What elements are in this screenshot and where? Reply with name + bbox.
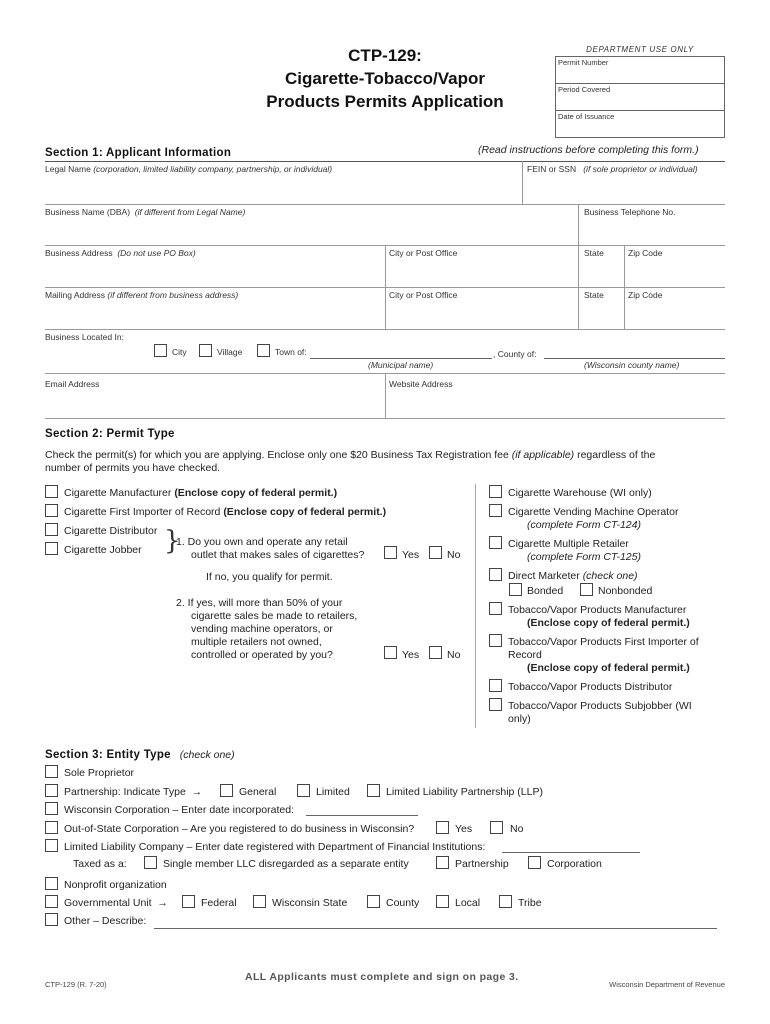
section3-title: Section 3: Entity Type bbox=[45, 749, 171, 761]
city-checkbox[interactable] bbox=[154, 344, 167, 357]
other-label: Other – Describe: bbox=[64, 915, 147, 927]
business-address-label: Business Address (Do not use PO Box) bbox=[45, 248, 196, 258]
taxed-as-label: Taxed as a: bbox=[73, 858, 127, 870]
cig-distributor-label: Cigarette Distributor bbox=[64, 525, 158, 537]
cig-manufacturer-label: Cigarette Manufacturer (Enclose copy of federal permit.) bbox=[64, 487, 338, 499]
nonbonded-label: Nonbonded bbox=[598, 585, 653, 597]
email-label: Email Address bbox=[45, 379, 100, 389]
mailing-city-label: City or Post Office bbox=[389, 290, 458, 300]
wi-corporation-label: Wisconsin Corporation – Enter date incorporated: bbox=[64, 804, 294, 816]
city-option-label: City bbox=[172, 347, 187, 357]
federal-checkbox[interactable] bbox=[182, 895, 195, 908]
mailing-zip-label: Zip Code bbox=[628, 290, 663, 300]
direct-marketer-label: Direct Marketer (check one) bbox=[508, 570, 638, 582]
footer-form-rev: CTP-129 (R. 7-20) bbox=[45, 980, 107, 989]
tv-subjobber-label-line2: only) bbox=[508, 713, 531, 725]
question2-line5: controlled or operated by you? bbox=[191, 649, 333, 661]
wi-state-label: Wisconsin State bbox=[272, 897, 348, 909]
tv-importer-label-line2: Record bbox=[508, 649, 542, 661]
tribe-label: Tribe bbox=[518, 897, 542, 909]
wi-state-checkbox[interactable] bbox=[253, 895, 266, 908]
section2-title: Section 2: Permit Type bbox=[45, 428, 175, 440]
fein-label: FEIN or SSN (if sole proprietor or individual) bbox=[527, 164, 698, 174]
section1-instructions: (Read instructions before completing this form.) bbox=[478, 144, 699, 156]
arrow-right-icon: → bbox=[191, 786, 203, 798]
municipal-name-field[interactable] bbox=[310, 358, 492, 359]
llc-checkbox[interactable] bbox=[45, 839, 58, 852]
cig-manufacturer-checkbox[interactable] bbox=[45, 485, 58, 498]
question2-line4: multiple retailers not owned, bbox=[191, 636, 322, 648]
q1-no-checkbox[interactable] bbox=[429, 546, 442, 559]
arrow-right-icon: → bbox=[157, 897, 168, 909]
oos-no-label: No bbox=[510, 823, 524, 835]
q1-yes-checkbox[interactable] bbox=[384, 546, 397, 559]
business-zip-label: Zip Code bbox=[628, 248, 663, 258]
business-state-label: State bbox=[584, 248, 604, 258]
general-partnership-checkbox[interactable] bbox=[220, 784, 233, 797]
llc-label: Limited Liability Company – Enter date registered with Department of Financial Institutions: bbox=[64, 841, 486, 853]
tv-importer-checkbox[interactable] bbox=[489, 634, 502, 647]
dept-use-title: DEPARTMENT USE ONLY bbox=[586, 45, 694, 54]
tv-importer-note: (Enclose copy of federal permit.) bbox=[527, 662, 690, 674]
cig-warehouse-label: Cigarette Warehouse (WI only) bbox=[508, 487, 652, 499]
cig-jobber-label: Cigarette Jobber bbox=[64, 544, 142, 556]
other-checkbox[interactable] bbox=[45, 913, 58, 926]
mailing-address-label: Mailing Address (if different from business address) bbox=[45, 290, 239, 300]
tax-partnership-checkbox[interactable] bbox=[436, 856, 449, 869]
website-field[interactable] bbox=[387, 391, 725, 417]
q2-no-label: No bbox=[447, 649, 461, 661]
local-checkbox[interactable] bbox=[436, 895, 449, 908]
business-zip-field[interactable] bbox=[626, 260, 725, 286]
q2-yes-label: Yes bbox=[402, 649, 420, 661]
cig-importer-label: Cigarette First Importer of Record (Enclose copy of federal permit.) bbox=[64, 506, 387, 518]
cig-vending-note: (complete Form CT-124) bbox=[527, 519, 641, 531]
cig-multiple-checkbox[interactable] bbox=[489, 536, 502, 549]
question1-line2: outlet that makes sales of cigarettes? bbox=[191, 549, 365, 561]
section3-check-one: (check one) bbox=[179, 749, 235, 761]
cig-warehouse-checkbox[interactable] bbox=[489, 485, 502, 498]
business-name-field[interactable] bbox=[45, 218, 575, 244]
gov-unit-label: Governmental Unit → bbox=[64, 897, 168, 909]
business-phone-label: Business Telephone No. bbox=[584, 207, 676, 217]
single-member-llc-label: Single member LLC disregarded as a separate entity bbox=[163, 858, 409, 870]
brace-icon: } bbox=[164, 526, 181, 556]
municipal-name-caption: (Municipal name) bbox=[368, 360, 434, 370]
form-id: CTP-129: bbox=[348, 46, 422, 65]
business-city-field[interactable] bbox=[387, 260, 575, 286]
q1-no-label: No bbox=[447, 549, 461, 561]
business-phone-field[interactable] bbox=[580, 218, 725, 244]
cig-multiple-label: Cigarette Multiple Retailer bbox=[508, 538, 629, 550]
other-describe-field[interactable] bbox=[154, 928, 717, 929]
q2-yes-checkbox[interactable] bbox=[384, 646, 397, 659]
bonded-checkbox[interactable] bbox=[509, 583, 522, 596]
federal-label: Federal bbox=[201, 897, 237, 909]
form-title-line1: Cigarette-Tobacco/Vapor bbox=[285, 69, 485, 88]
footer-note: ALL Applicants must complete and sign on page 3. bbox=[245, 971, 519, 983]
oos-no-checkbox[interactable] bbox=[490, 821, 503, 834]
section1-title: Section 1: Applicant Information bbox=[45, 147, 232, 159]
nonbonded-checkbox[interactable] bbox=[580, 583, 593, 596]
mailing-zip-field[interactable] bbox=[626, 302, 725, 328]
wi-incorporation-date-field[interactable] bbox=[306, 815, 418, 816]
date-of-issuance-label: Date of Issuance bbox=[558, 112, 615, 121]
form-title-line2: Products Permits Application bbox=[266, 92, 504, 111]
email-field[interactable] bbox=[45, 391, 383, 417]
period-covered-label: Period Covered bbox=[558, 85, 611, 94]
tv-manufacturer-checkbox[interactable] bbox=[489, 602, 502, 615]
county-name-field[interactable] bbox=[544, 358, 725, 359]
oos-yes-checkbox[interactable] bbox=[436, 821, 449, 834]
located-in-label: Business Located In: bbox=[45, 332, 124, 342]
business-address-field[interactable] bbox=[45, 260, 383, 286]
question2-line1: 2. If yes, will more than 50% of your bbox=[176, 597, 343, 609]
question1-line1: 1. Do you own and operate any retail bbox=[176, 536, 348, 548]
website-label: Website Address bbox=[389, 379, 453, 389]
bonded-label: Bonded bbox=[527, 585, 564, 597]
legal-name-field[interactable] bbox=[45, 176, 520, 204]
tax-corporation-checkbox[interactable] bbox=[528, 856, 541, 869]
oos-corporation-checkbox[interactable] bbox=[45, 821, 58, 834]
mailing-city-field[interactable] bbox=[387, 302, 575, 328]
cig-vending-checkbox[interactable] bbox=[489, 504, 502, 517]
cig-importer-checkbox[interactable] bbox=[45, 504, 58, 517]
section2-intro: Check the permit(s) for which you are applying. Enclose only one $20 Business Tax Registration fee (if applicable) regardless of the number of permits you have checked. bbox=[45, 449, 656, 474]
mailing-state-field[interactable] bbox=[580, 302, 622, 328]
cig-distributor-checkbox[interactable] bbox=[45, 523, 58, 536]
business-city-label: City or Post Office bbox=[389, 248, 458, 258]
oos-yes-label: Yes bbox=[455, 823, 473, 835]
nonprofit-label: Nonprofit organization bbox=[64, 879, 167, 891]
limited-partnership-checkbox[interactable] bbox=[297, 784, 310, 797]
llp-label: Limited Liability Partnership (LLP) bbox=[386, 786, 543, 798]
gov-unit-checkbox[interactable] bbox=[45, 895, 58, 908]
village-checkbox[interactable] bbox=[199, 344, 212, 357]
limited-partnership-label: Limited bbox=[316, 786, 350, 798]
llc-registration-date-field[interactable] bbox=[502, 852, 640, 853]
mailing-address-field[interactable] bbox=[45, 302, 383, 328]
fein-field[interactable] bbox=[525, 176, 725, 204]
town-option-label: Town of: bbox=[275, 347, 307, 357]
partnership-label: Partnership: Indicate Type → bbox=[64, 786, 203, 798]
town-checkbox[interactable] bbox=[257, 344, 270, 357]
tax-corporation-label: Corporation bbox=[547, 858, 602, 870]
village-option-label: Village bbox=[217, 347, 243, 357]
q1-yes-label: Yes bbox=[402, 549, 420, 561]
q2-no-checkbox[interactable] bbox=[429, 646, 442, 659]
permit-number-label: Permit Number bbox=[558, 58, 609, 67]
tv-distributor-label: Tobacco/Vapor Products Distributor bbox=[508, 681, 673, 693]
if-no-note: If no, you qualify for permit. bbox=[206, 571, 333, 583]
single-member-llc-checkbox[interactable] bbox=[144, 856, 157, 869]
sole-proprietor-label: Sole Proprietor bbox=[64, 767, 135, 779]
tv-distributor-checkbox[interactable] bbox=[489, 679, 502, 692]
direct-marketer-checkbox[interactable] bbox=[489, 568, 502, 581]
wi-corporation-checkbox[interactable] bbox=[45, 802, 58, 815]
county-checkbox[interactable] bbox=[367, 895, 380, 908]
sole-proprietor-checkbox[interactable] bbox=[45, 765, 58, 778]
tv-manufacturer-note: (Enclose copy of federal permit.) bbox=[527, 617, 690, 629]
oos-corporation-label: Out-of-State Corporation – Are you registered to do business in Wisconsin? bbox=[64, 823, 415, 835]
legal-name-label: Legal Name (corporation, limited liability company, partnership, or individual) bbox=[45, 164, 333, 174]
county-name-caption: (Wisconsin county name) bbox=[584, 360, 680, 370]
tv-importer-label-line1: Tobacco/Vapor Products First Importer of bbox=[508, 636, 699, 648]
cig-jobber-checkbox[interactable] bbox=[45, 542, 58, 555]
question2-line3: vending machine operators, or bbox=[191, 623, 333, 635]
nonprofit-checkbox[interactable] bbox=[45, 877, 58, 890]
county-label: County bbox=[386, 897, 420, 909]
mailing-state-label: State bbox=[584, 290, 604, 300]
question2-line2: cigarette sales be made to retailers, bbox=[191, 610, 358, 622]
tv-subjobber-checkbox[interactable] bbox=[489, 698, 502, 711]
partnership-checkbox[interactable] bbox=[45, 784, 58, 797]
tv-subjobber-label-line1: Tobacco/Vapor Products Subjobber (WI bbox=[508, 700, 692, 712]
section3-heading bbox=[45, 745, 235, 763]
county-of-label: , County of: bbox=[493, 349, 537, 359]
cig-multiple-note: (complete Form CT-125) bbox=[527, 551, 641, 563]
general-partnership-label: General bbox=[239, 786, 277, 798]
llp-checkbox[interactable] bbox=[367, 784, 380, 797]
local-label: Local bbox=[455, 897, 481, 909]
tribe-checkbox[interactable] bbox=[499, 895, 512, 908]
tv-manufacturer-label: Tobacco/Vapor Products Manufacturer bbox=[508, 604, 687, 616]
cig-vending-label: Cigarette Vending Machine Operator bbox=[508, 506, 679, 518]
footer-agency: Wisconsin Department of Revenue bbox=[609, 980, 725, 989]
business-state-field[interactable] bbox=[580, 260, 622, 286]
business-name-label: Business Name (DBA) (if different from Legal Name) bbox=[45, 207, 246, 217]
tax-partnership-label: Partnership bbox=[455, 858, 509, 870]
dept-use-box bbox=[555, 56, 725, 138]
